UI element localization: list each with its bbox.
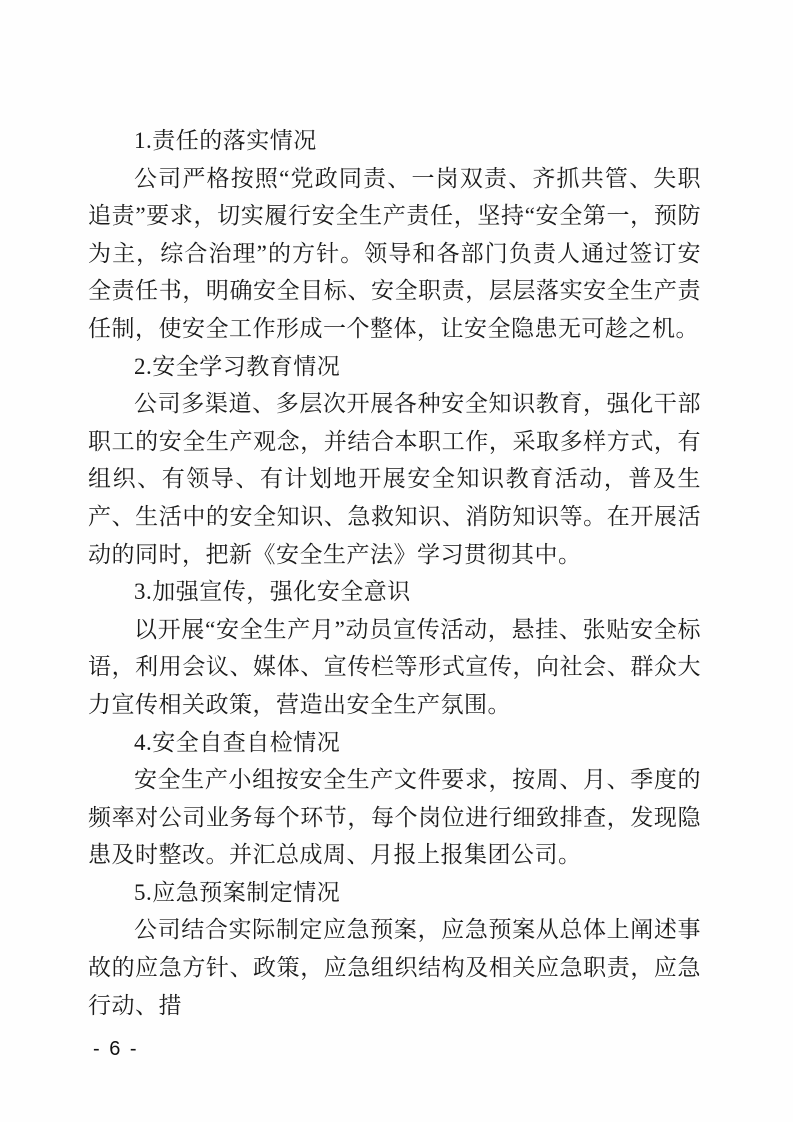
document-body [88, 122, 701, 1024]
section-heading: 3.加强宣传，强化安全意识 [134, 579, 411, 605]
paragraph: 公司多渠道、多层次开展各种安全知识教育，强化干部职工的安全生产观念，并结合本职工作，采取多样方式，有组织、有领导、有计划地开展安全知识教育活动，普及生产、生活中的安全知识、急救知识、消防知识等。在开展活动的同时，把新《安全生产法》学习贯彻其中。 [88, 391, 701, 567]
section-heading: 1.责任的落实情况 [134, 128, 317, 153]
paragraph: 安全生产小组按安全生产文件要求，按周、月、季度的频率对公司业务每个环节，每个岗位进行细致排查，发现隐患及时整改。并汇总成周、月报上报集团公司。 [88, 767, 701, 868]
page-number: - 6 - [93, 1038, 139, 1060]
section-heading: 2.安全学习教育情况 [134, 353, 341, 379]
paragraph: 以开展“安全生产月”动员宣传活动，悬挂、张贴安全标语，利用会议、媒体、宣传栏等形式宣传，向社会、群众大力宣传相关政策，营造出安全生产氛围。 [88, 616, 701, 717]
paragraph: 公司结合实际制定应急预案，应急预案从总体上阐述事故的应急方针、政策，应急组织结构及相关应急职责，应急行动、措 [88, 917, 701, 1018]
section-heading: 4.安全自查自检情况 [134, 729, 341, 755]
paragraph: 公司严格按照“党政同责、一岗双责、齐抓共管、失职追责”要求，切实履行安全生产责任，坚持“安全第一，预防为主，综合治理”的方针。领导和各部门负责人通过签订安全责任书，明确安全目标、安全职责，层层落实安全生产责任制，使安全工作形成一个整体，让安全隐患无可趁之机。 [88, 165, 701, 341]
section-heading: 5.应急预案制定情况 [134, 879, 341, 905]
